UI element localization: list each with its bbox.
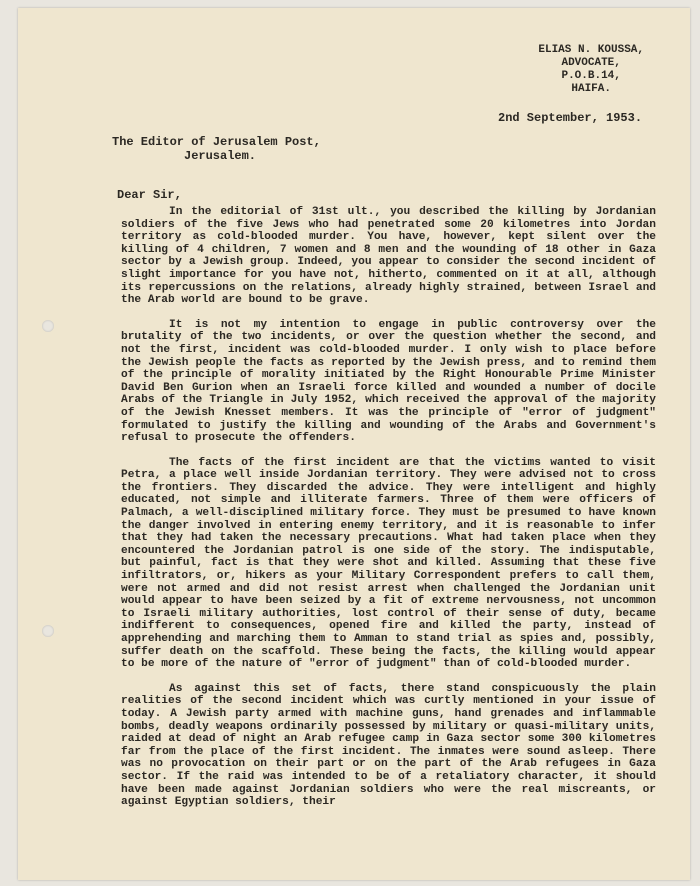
sender-po-box: P.O.B.14,: [561, 70, 621, 82]
letter-date: 2nd September, 1953.: [498, 111, 643, 125]
sender-city: HAIFA.: [571, 83, 611, 95]
punch-hole: [42, 625, 54, 637]
paragraph: The facts of the first incident are that the victims wanted to visit Petra, a place well inside Jordanian territory. They were advised not to cross the frontiers. They discarded the advice. They were intelligent and highly educated, not simple and illiterate farmers. Three of them were officers of Palmach, a well-disciplined military force. They must be presumed to have known the danger involved in entering enemy territory, and it is reasonable to infer that they had taken the necessary precautions. What had taken place when they encountered the Jordanian patrol is one side of the story. The indisputable, but painful, fact is that they were shot and killed. Assuming that these five infiltrators, or, hikers as your Military Correspondent prefers to call them, were not armed and did not resist arrest when challenged the Jordanian unit would appear to have been seized by a fit of extreme nervousness, not uncommon to Israeli military authorities, lost control of their sense of duty, became indifferent to consequences, opened fire and killed the party, instead of apprehending and marching them to Amman to stand trial as spies and, possibly, suffer death on the scaffold. These being the facts, the killing would appear to be more of the nature of "error of judgment" than of cold-blooded murder.: [121, 456, 656, 671]
letter-body: [121, 206, 656, 821]
sender-title: ADVOCATE,: [561, 57, 621, 69]
punch-hole: [42, 320, 54, 332]
paragraph: It is not my intention to engage in public controversy over the brutality of the two incidents, or over the question whether the second, and not the first, incident was cold-blooded murder. I only wish to place before the Jewish people the facts as reported by the Jewish press, and to remind them of the principle of morality initiated by the Right Honourable Prime Minister David Ben Gurion when an Israeli force killed and wounded a number of docile Arabs of the Triangle in July 1952, which received the approval of the majority of the Jewish Knesset members. It was the principle of "error of judgment" formulated to justify the killing and wounding of the Arabs and Government's refusal to prosecute the offenders.: [121, 318, 656, 445]
letterhead: [538, 44, 644, 96]
addressee-city: Jerusalem.: [184, 149, 257, 163]
addressee-line: The Editor of Jerusalem Post,: [112, 135, 321, 149]
salutation: Dear Sir,: [117, 188, 182, 202]
letter-page: [18, 8, 690, 880]
sender-name: ELIAS N. KOUSSA,: [538, 44, 644, 56]
addressee: [112, 135, 321, 163]
paragraph: As against this set of facts, there stand conspicuously the plain realities of the second incident which was curtly mentioned in your issue of today. A Jewish party armed with machine guns, hand grenades and inflammable bombs, deadly weapons ordinarily possessed by military or quasi-military units, raided at dead of night an Arab refugee camp in Gaza sector some 300 kilometres far from the place of the first incident. The inmates were sound asleep. There was no provocation on their part or on the part of the Arab refugees in Gaza sector. If the raid was intended to be of a retaliatory character, it should have been made against Jordanian soldiers who were the real miscreants, or against Egyptian soldiers, their: [121, 682, 656, 809]
paragraph: In the editorial of 31st ult., you described the killing by Jordanian soldiers of the five Jews who had penetrated some 20 kilometres into Jordan territory as cold-blooded murder. You have, however, kept silent over the killing of 4 children, 7 women and 8 men and the wounding of 18 other in Gaza sector by a Jewish group. Indeed, you appear to consider the second incident of slight importance for you have not, hitherto, commented on it at all, although its repercussions on the relations, already highly strained, between Israel and the Arab world are bound to be grave.: [121, 206, 656, 307]
